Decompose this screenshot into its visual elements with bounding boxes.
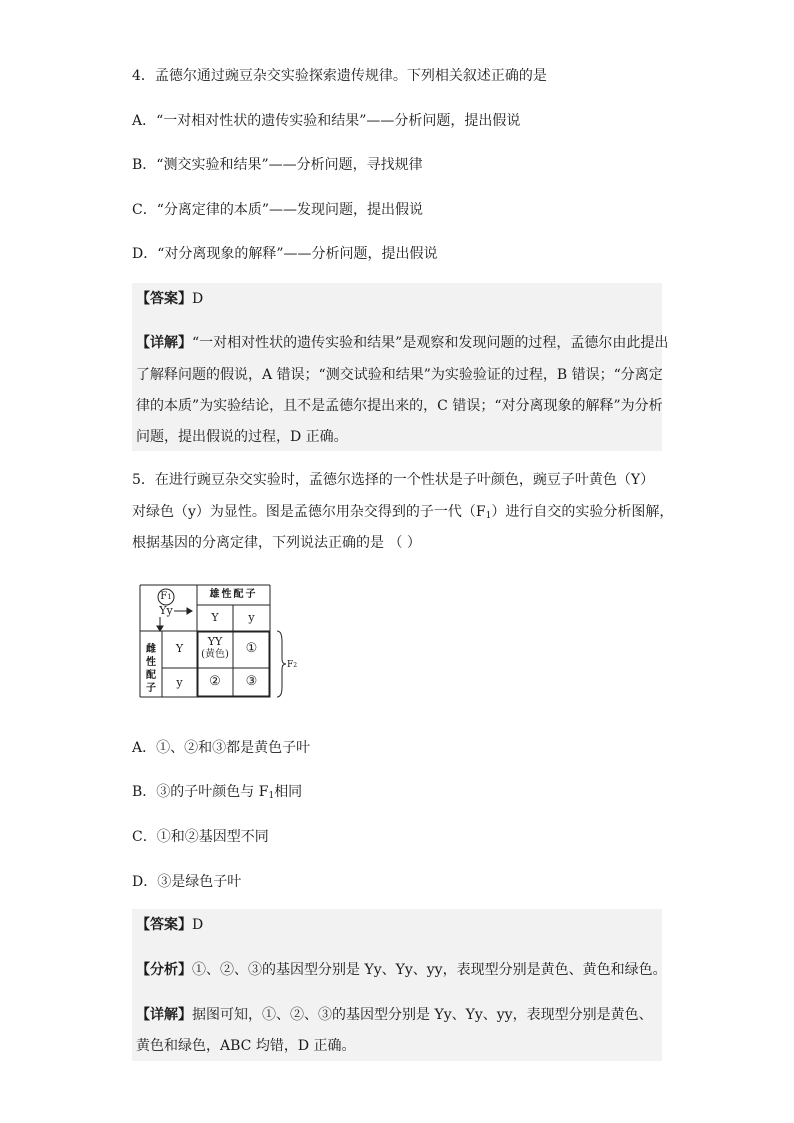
offspring-2: ② (209, 674, 221, 689)
q4-detail-line-2: 了解释问题的假说，A 错误；“测交试验和结果”为实验验证的过程，B 错误；“分离定 (136, 367, 663, 383)
q5-option-a: A．①、②和③都是黄色子叶 (132, 740, 311, 756)
f2-label: F2 (287, 660, 298, 670)
q4-solution-block (132, 283, 669, 451)
q4-option-a: A．“一对相对性状的遗传实验和结果”——分析问题，提出假说 (132, 113, 521, 129)
q5-answer (136, 915, 203, 935)
q5-option-d: D．③是绿色子叶 (132, 874, 242, 890)
offspring-3: ③ (245, 674, 258, 689)
q4-answer (136, 289, 203, 309)
offspring-yy-phenotype: (黄色) (201, 649, 229, 660)
female-gametes-header: 雌性配子 (146, 644, 156, 694)
male-gametes-header: 雄性配子 (209, 589, 258, 600)
q5-stem-line-2: 对绿色（y）为显性。图是孟德尔用杂交得到的子一代$(F_1)$进行自交的实验分析图解， (132, 504, 674, 521)
f1-label: F1 (160, 591, 172, 602)
q4-option-b: B．“测交实验和结果”——分析问题，寻找规律 (132, 157, 423, 173)
q5-detail-line-1: 【详解】据图可知，①、②、③的基因型分别是 Yy、Yy、yy，表现型分别是黄色、 (136, 1007, 653, 1023)
q5-detail-line-2: 黄色和绿色，ABC 均错，D 正确。 (136, 1038, 356, 1054)
q5-answer-tag: 【答案】 (136, 917, 192, 933)
q5-detail-tag: 【详解】 (136, 1007, 192, 1023)
q4-option-c: C．“分离定律的本质”——发现问题，提出假说 (132, 202, 424, 218)
q4-option-d: D．“对分离现象的解释”——分析问题，提出假说 (132, 246, 438, 262)
f1-genotype: Yy (159, 604, 173, 617)
female-gamete-y-upper: Y (175, 642, 184, 655)
offspring-yy-genotype: YY (207, 635, 223, 648)
q4-detail-tag: 【详解】 (136, 335, 192, 351)
male-gamete-y-lower: y (248, 611, 255, 624)
punnett-square-figure (140, 585, 300, 703)
q4-detail-line-3: 律的本质”为实验结论，且不是孟德尔提出来的，C 错误；“对分离现象的解释”为分析 (136, 398, 663, 414)
q5-analysis-tag: 【分析】 (136, 962, 192, 978)
q5-stem-line-3: 根据基因的分离定律，下列说法正确的是 （ ） (132, 535, 421, 551)
q4-detail-line-1: 【详解】“一对相对性状的遗传实验和结果”是观察和发现问题的过程，孟德尔由此提出 (136, 335, 669, 351)
q5-solution-block (132, 909, 667, 1061)
q4-answer-value: D (192, 291, 204, 307)
q4-stem: 4．孟德尔通过豌豆杂交实验探索遗传规律。下列相关叙述正确的是 (132, 68, 547, 84)
q4-detail-line-4: 问题，提出假说的过程，D 正确。 (136, 429, 348, 445)
q5-option-b: B．③的子叶颜色与 $F_1$相同 (132, 784, 303, 801)
male-gamete-y-upper: Y (211, 611, 219, 624)
q4-answer-tag: 【答案】 (136, 291, 192, 307)
offspring-1: ① (245, 641, 258, 656)
q5-stem-line-1: 5．在进行豌豆杂交实验时，孟德尔选择的一个性状是子叶颜色，豌豆子叶黄色（Y） (132, 472, 655, 488)
q5-analysis: 【分析】①、②、③的基因型分别是 Yy、Yy、yy，表现型分别是黄色、黄色和绿色。 (136, 962, 667, 978)
q5-answer-value: D (192, 917, 204, 933)
q5-option-c: C．①和②基因型不同 (132, 829, 269, 845)
female-gamete-y-lower: y (176, 676, 183, 689)
